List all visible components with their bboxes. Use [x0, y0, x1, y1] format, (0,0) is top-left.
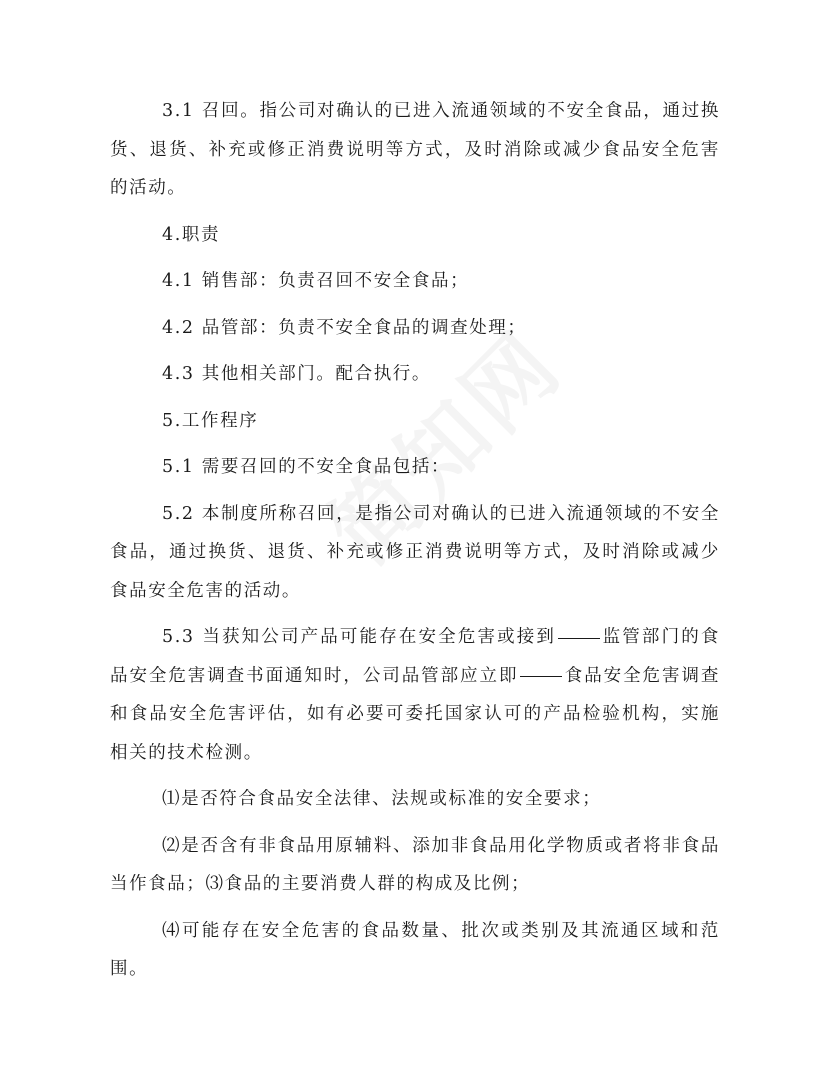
list-item-1: ⑴是否符合食品安全法律、法规或标准的安全要求；	[162, 789, 602, 809]
fill-in-blank	[558, 637, 600, 639]
paragraph-3-1: 3.1 召回。指公司对确认的已进入流通领域的不安全食品，通过换货、退货、补充或修正消费说明等方式，及时消除或减少食品安全危害的活动。	[110, 101, 720, 198]
paragraph-5-1: 5.1 需要召回的不安全食品包括：	[162, 457, 451, 477]
fill-in-blank	[520, 675, 562, 677]
heading-work-procedure: 5.工作程序	[162, 410, 259, 431]
paragraph-5-2: 5.2 本制度所称召回，是指公司对确认的已进入流通领域的不安全食品，通过换货、退货、补充或修正消费说明等方式，及时消除或减少食品安全危害的活动。	[110, 503, 720, 601]
list-item-4: ⑷可能存在安全危害的食品数量、批次或类别及其流通区域和范围。	[110, 920, 720, 979]
heading-responsibilities: 4.职责	[162, 224, 221, 245]
paragraph-4-2: 4.2 品管部：负责不安全食品的调查处理；	[162, 317, 527, 338]
paragraph-5-3-part-c: 食品安全危害调查和食品安全危害评估，如有必要可委托国家认可的产品检验机构，实施相关的技术检测。	[110, 665, 720, 763]
paragraph-5-3-part-a: 5.3 当获知公司产品可能存在安全危害或接到	[162, 627, 557, 647]
paragraph-4-3: 4.3 其他相关部门。配合执行。	[162, 364, 431, 384]
paragraph-5-3	[110, 618, 720, 772]
document-body	[110, 92, 720, 997]
list-item-2-3: ⑵是否含有非食品用原辅料、添加非食品用化学物质或者将非食品当作食品；⑶食品的主要消费人群的构成及比例；	[110, 835, 720, 894]
paragraph-5-3-part-b: 监管部门的食品安全危害调查书面通知时，公司品管部应立即	[110, 627, 720, 686]
paragraph-4-1: 4.1 销售部：负责召回不安全食品；	[162, 271, 470, 291]
